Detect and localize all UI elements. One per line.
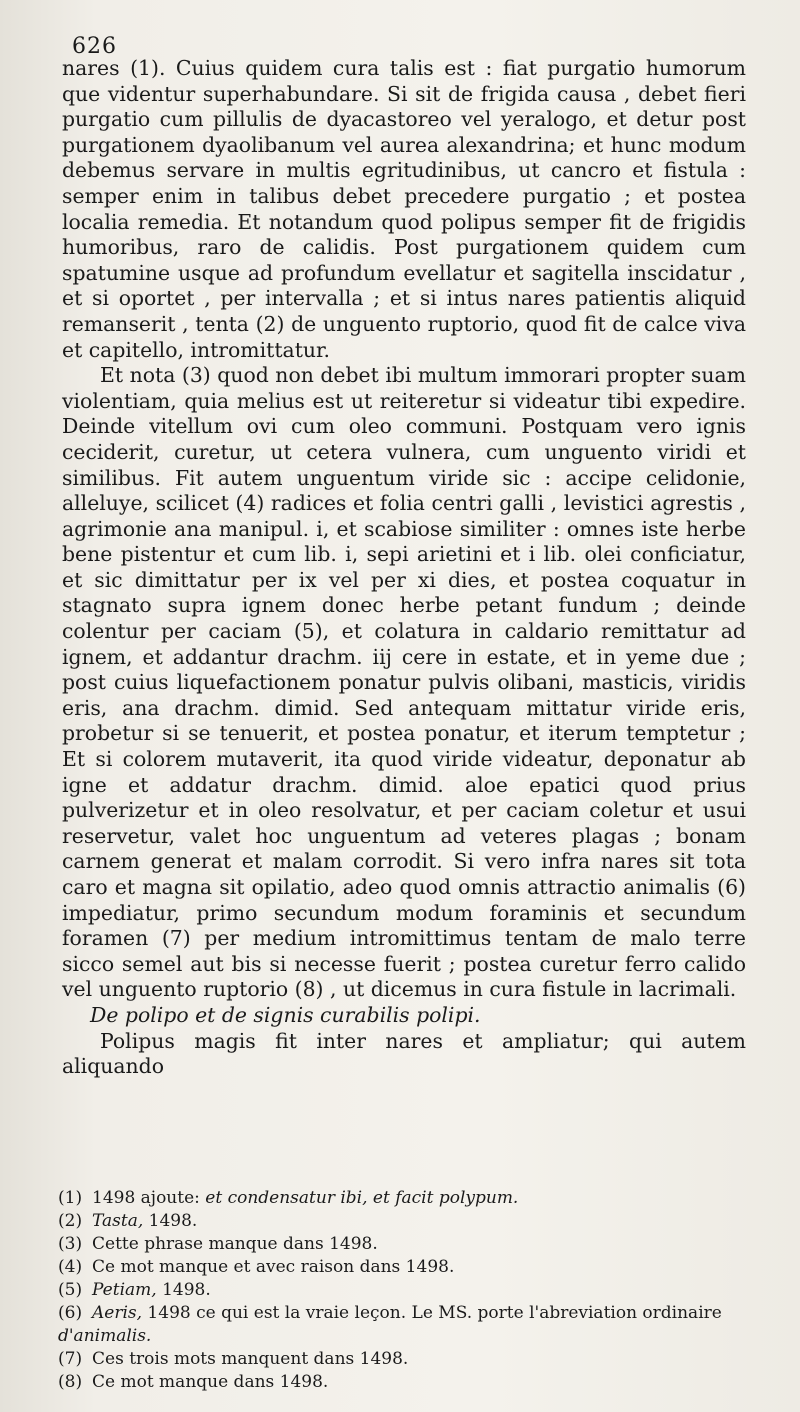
footnotes — [58, 1187, 748, 1394]
main-text — [62, 56, 746, 1080]
paragraph-nota: Et nota (3) quod non debet ibi multum immorari propter suam violentiam, quia melius est ut reiteretur si videatur tibi expedire. Deinde vitellum ovi cum oleo communi. Postquam vero ignis ceciderit, curetur, ut cetera vulnera, cum unguento viridi et similibus. Fit autem unguentum viride sic : accipe celidonie, alleluye, scilicet (4) radices et folia centri galli , levistici agrestis , agrimonie ana manipul. i, et scabiose similiter : omnes iste herbe bene pistentur et cum lib. i, sepi arietini et i lib. olei conficiatur, et sic dimittatur per ix vel per xi dies, et postea coquatur in stagnato supra ignem donec herbe petant fundum ; deinde colentur per caciam (5), et colatura in caldario remittatur ad ignem, et addantur drachm. iij cere in estate, et in yeme due ; post cuius liquefactionem ponatur pulvis olibani, masticis, viridis eris, ana drachm. dimid. Sed antequam mittatur viride eris, probetur si se tenuerit, et postea ponatur, et iterum temptetur ; Et si colorem mutaverit, ita quod viride videatur, deponatur ab igne et addatur drachm. dimid. aloe epatici quod prius pulverizetur et in oleo resolvatur, et per caciam coletur et usui reservetur, valet hoc unguentum ad veteres plagas ; bonam carnem generat et malam corrodit. Si vero infra nares sit tota caro et magna sit opilatio, adeo quod omnis attractio animalis (6) impediatur, primo secundum modum foraminis et secundum foramen (7) per medium intromittimus tentam de malo terre sicco semel aut bis si necesse fuerit ; postea curetur ferro calido vel unguento ruptorio (8) , ut dicemus in cura fistule in lacrimali. — [62, 363, 746, 1002]
footnote-2: (2) Tasta, 1498. — [58, 1211, 198, 1231]
footnote-6: (6) Aeris, 1498 ce qui est la vraie leçon. Le MS. porte l'abreviation ordinaire d'animalis. — [58, 1303, 722, 1346]
footnote-4: (4) Ce mot manque et avec raison dans 1498. — [58, 1257, 455, 1277]
footnote-3: (3) Cette phrase manque dans 1498. — [58, 1234, 378, 1254]
footnote-5: (5) Petiam, 1498. — [58, 1280, 211, 1300]
footnote-7: (7) Ces trois mots manquent dans 1498. — [58, 1349, 409, 1369]
footnote-8: (8) Ce mot manque dans 1498. — [58, 1372, 329, 1392]
footnote-1: (1) 1498 ajoute: et condensatur ibi, et facit polypum. — [58, 1188, 519, 1208]
paragraph-continued: nares (1). Cuius quidem cura talis est : fiat purgatio humorum que videntur superhabundare. Si sit de frigida causa , debet fieri purgatio cum pillulis de dyacastoreo vel yeralogo, et detur post purgationem dyaolibanum vel aurea alexandrina; et hunc modum debemus servare in multis egritudinibus, ut cancro et fistula : semper enim in talibus debet precedere purgatio ; et postea localia remedia. Et notandum quod polipus semper fit de frigidis humoribus, raro de calidis. Post purgationem quidem cum spatumine usque ad profundum evellatur et sagitella inscidatur , et si oportet , per intervalla ; et si intus nares patientis aliquid remanserit , tenta (2) de unguento ruptorio, quod fit de calce viva et capitello, intromittatur. — [62, 56, 746, 362]
page-number: 626 — [72, 34, 117, 59]
section-heading: De polipo et de signis curabilis polipi. — [90, 1002, 481, 1027]
paragraph-polipus: Polipus magis fit inter nares et ampliatur; qui autem aliquando — [62, 1028, 746, 1079]
